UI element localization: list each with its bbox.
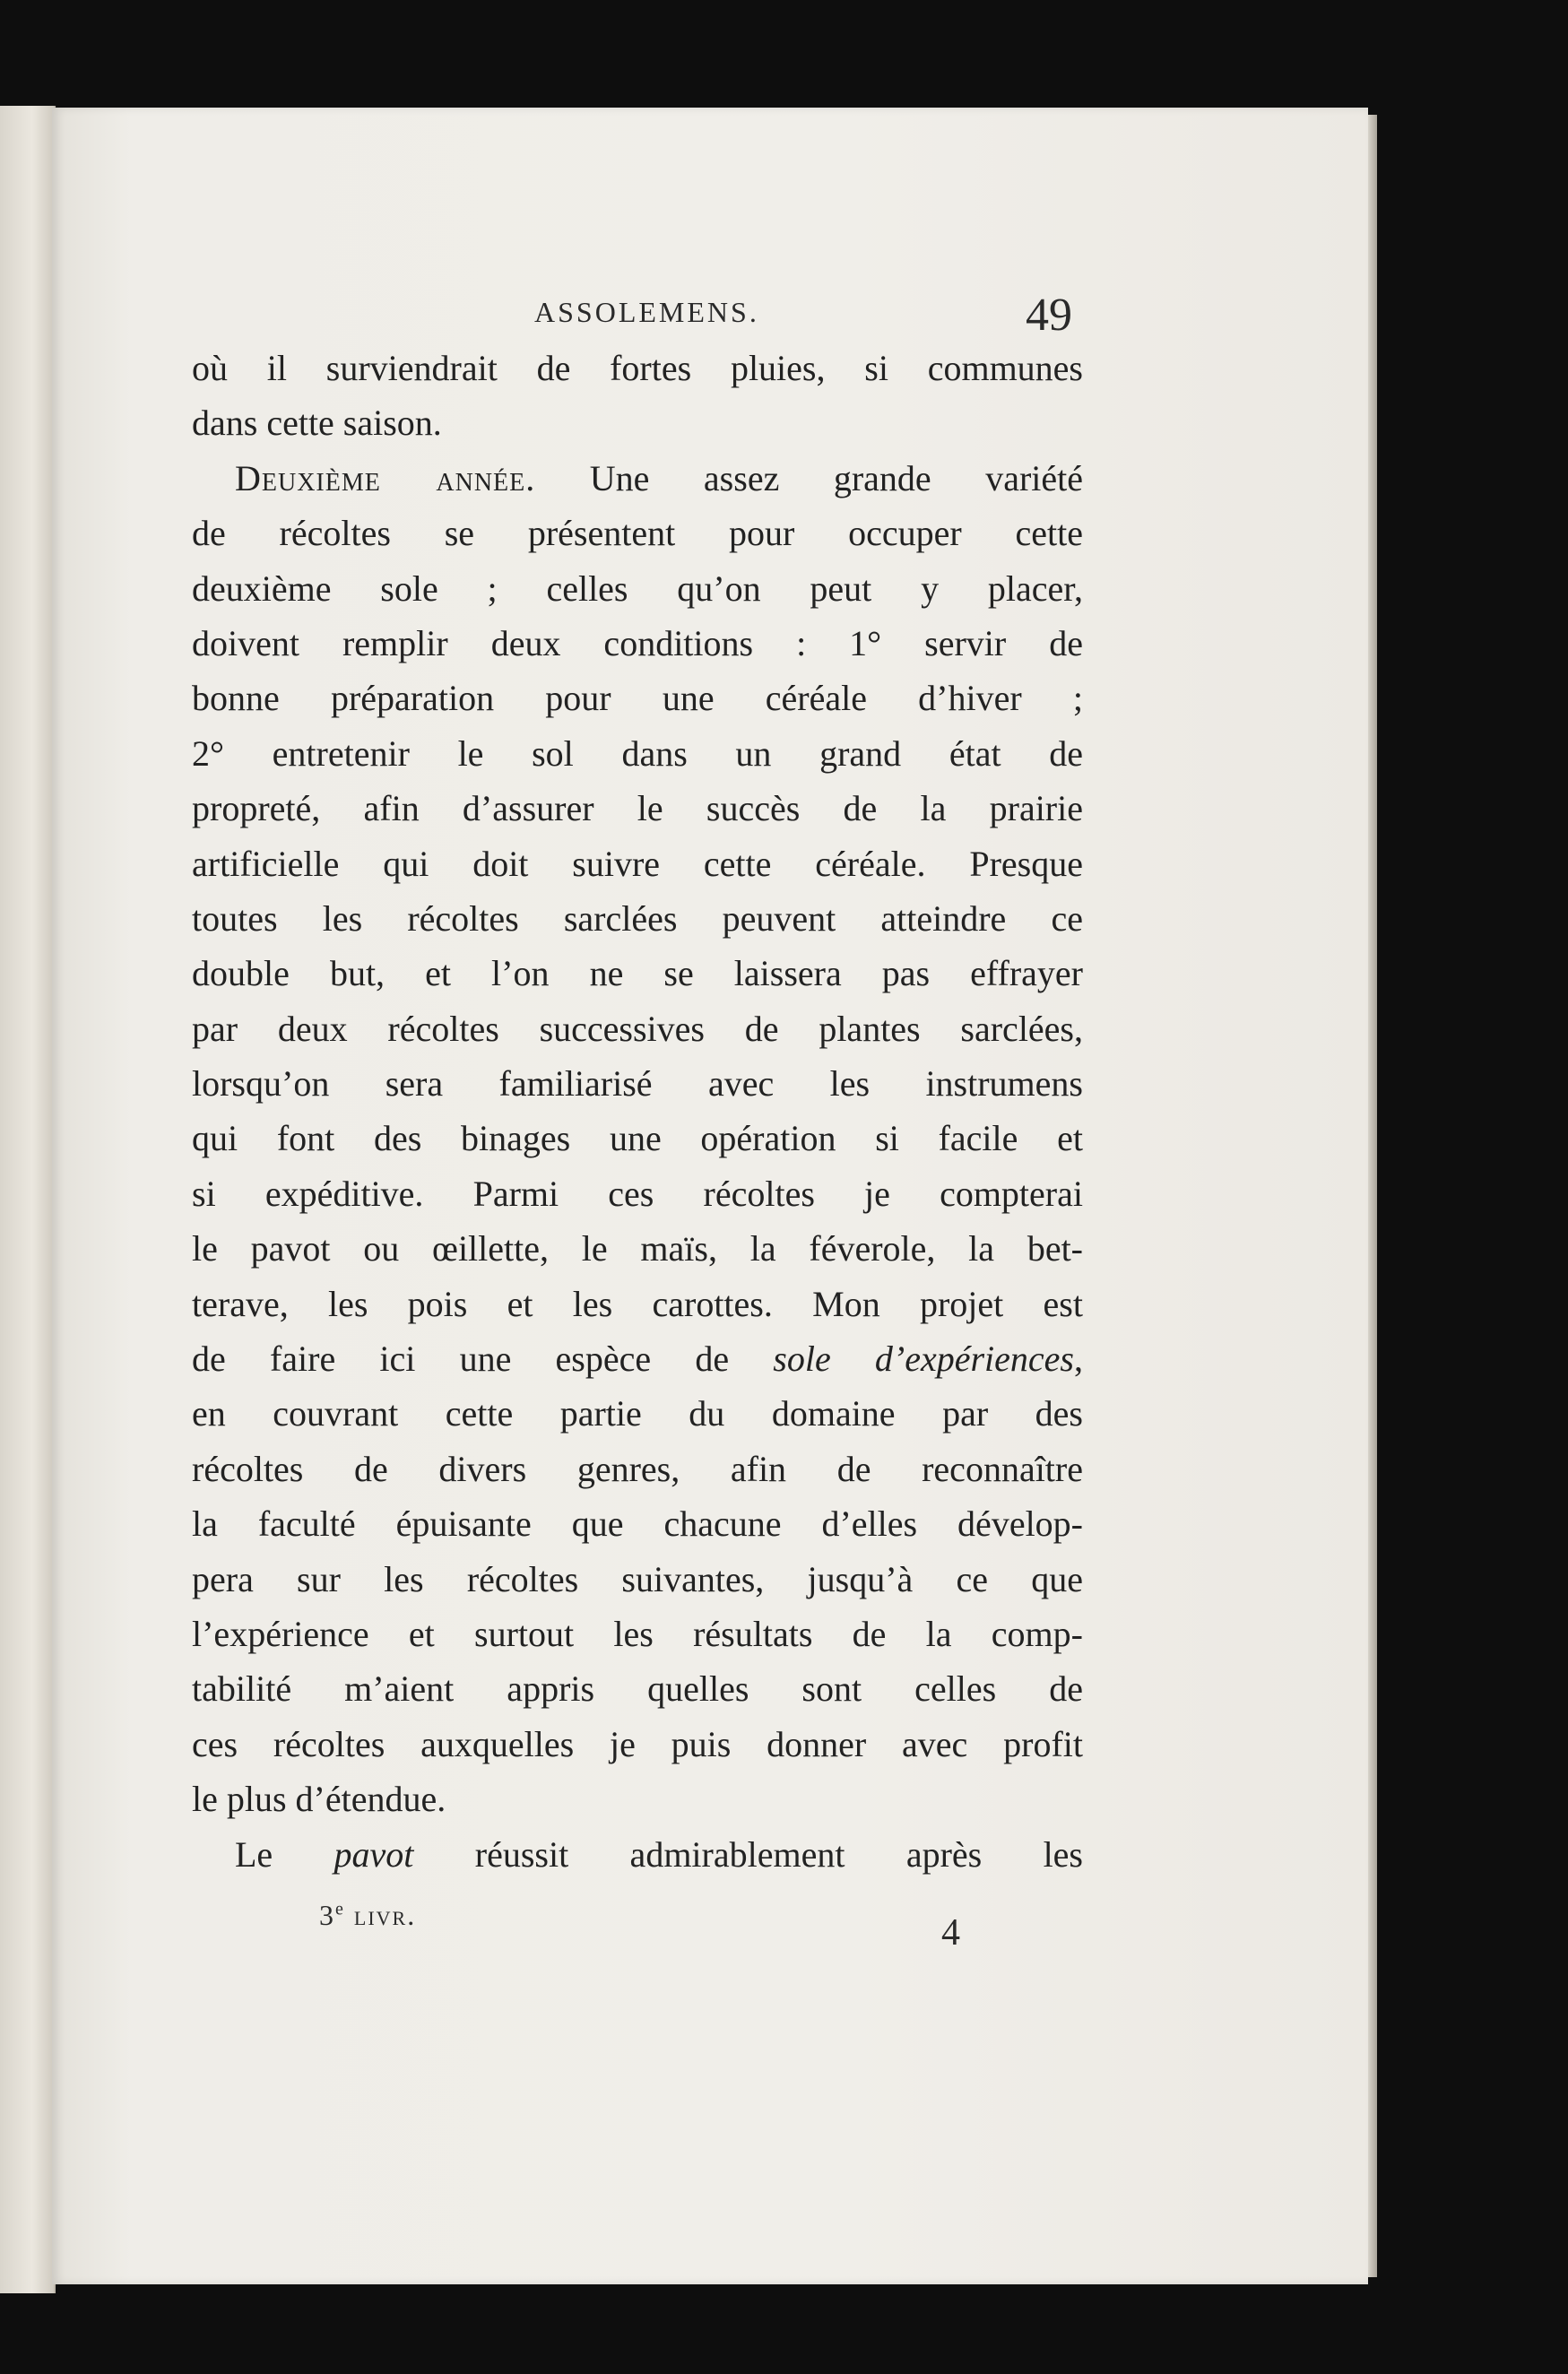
italic-word: pavot	[334, 1833, 414, 1875]
signature-sup: e	[335, 1899, 345, 1919]
last-text-line	[192, 1827, 1083, 1882]
section-heading-rest: Une assez grande variété	[535, 457, 1083, 498]
italic-text-line	[192, 1331, 1083, 1386]
text-fragment: ,	[1074, 1339, 1083, 1380]
page-number: 49	[1026, 290, 1072, 341]
signature-word: livr.	[353, 1899, 417, 1931]
text-line: par deux récoltes successives de plantes sarclées,	[192, 1008, 1083, 1049]
text-line: le plus d’étendue.	[192, 1779, 446, 1820]
text-line: de récoltes se présentent pour occuper cette	[192, 513, 1083, 554]
section-heading: Deuxième année.	[235, 457, 536, 498]
text-line: si expéditive. Parmi ces récoltes je compterai	[192, 1173, 1083, 1214]
text-line: terave, les pois et les carottes. Mon projet est	[192, 1283, 1083, 1324]
text-line: toutes les récoltes sarclées peuvent atteindre ce	[192, 897, 1083, 939]
text-line: tabilité m’aient appris quelles sont celles de	[192, 1668, 1083, 1710]
text-line: double but, et l’on ne se laissera pas effrayer	[192, 953, 1083, 994]
text-line: ces récoltes auxquelles je puis donner avec profit	[192, 1723, 1083, 1764]
gathering-number: 4	[941, 1912, 960, 1954]
text-line: doivent remplir deux conditions : 1° servir de	[192, 622, 1083, 663]
text-line: propreté, afin d’assurer le succès de la prairie	[192, 788, 1083, 829]
text-fragment: de faire ici une espèce de	[192, 1339, 774, 1380]
signature-number: 3	[319, 1899, 335, 1931]
text-fragment: réussit admirablement après les	[413, 1833, 1083, 1875]
signature-mark	[319, 1899, 416, 1932]
left-page-edge	[0, 106, 56, 2293]
text-line: deuxième sole ; celles qu’on peut y placer,	[192, 568, 1083, 609]
text-line: bonne préparation pour une céréale d’hiver ;	[192, 678, 1083, 719]
running-head: ASSOLEMENS.	[534, 296, 759, 328]
text-line: lorsqu’on sera familiarisé avec les instrumens	[192, 1063, 1083, 1105]
section-heading-line	[192, 451, 1083, 506]
text-line: le pavot ou œillette, le maïs, la féverole, la bet-	[192, 1228, 1083, 1269]
text-line: où il surviendrait de fortes pluies, si communes	[192, 348, 1083, 388]
text-line: en couvrant cette partie du domaine par des	[192, 1393, 1083, 1434]
text-line: l’expérience et surtout les résultats de la comp-	[192, 1613, 1083, 1654]
text-line: la faculté épuisante que chacune d’elles dévelop-	[192, 1503, 1083, 1545]
text-fragment: Le	[235, 1833, 334, 1875]
text-line: pera sur les récoltes suivantes, jusqu’à ce que	[192, 1558, 1083, 1599]
page-fore-edge	[1368, 115, 1377, 2277]
italic-phrase: sole d’expériences	[773, 1339, 1074, 1380]
text-line: dans cette saison.	[192, 403, 442, 444]
text-line: récoltes de divers genres, afin de reconnaître	[192, 1448, 1083, 1489]
text-line: artificielle qui doit suivre cette céréale. Presque	[192, 843, 1083, 884]
text-line: 2° entretenir le sol dans un grand état de	[192, 732, 1083, 774]
body-text	[192, 341, 1083, 1882]
text-line: qui font des binages une opération si facile et	[192, 1118, 1083, 1159]
